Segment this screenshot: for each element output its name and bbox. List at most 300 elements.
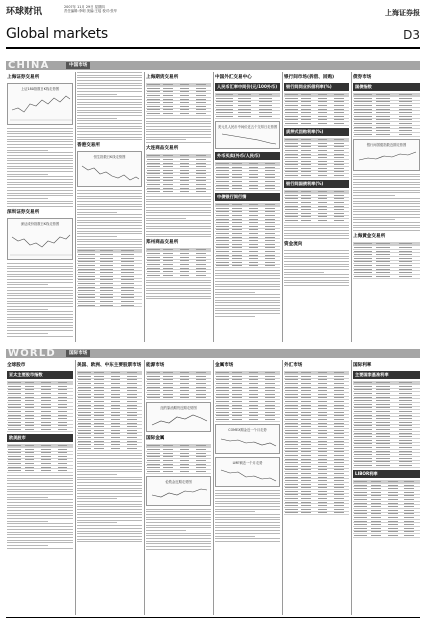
table-cell <box>333 174 349 178</box>
masthead-credits: 责任编辑:李明 美编:王瑶 校对:张华 <box>64 9 118 14</box>
section-heading: 全球股市 <box>7 363 26 368</box>
chart-title: COMEX期金近一个月走势 <box>228 427 267 432</box>
table-cell <box>300 511 316 515</box>
text-line <box>146 137 211 138</box>
article-text <box>146 196 211 237</box>
table-cell <box>195 274 211 278</box>
text-line <box>353 182 420 183</box>
table-cell <box>353 464 375 468</box>
text-line <box>284 256 349 257</box>
text-line <box>215 522 280 523</box>
table-cell <box>24 428 41 432</box>
text-line <box>7 266 73 267</box>
text-line <box>77 236 117 237</box>
text-line <box>7 158 73 159</box>
section-heading: 上海证券交易所 <box>7 75 40 80</box>
table-cell <box>146 190 162 194</box>
text-line <box>146 535 211 536</box>
table-cell <box>353 534 370 538</box>
text-line <box>284 266 349 267</box>
masthead <box>6 4 420 50</box>
text-line <box>353 214 420 215</box>
text-line <box>77 137 142 138</box>
text-line <box>77 453 142 454</box>
text-line <box>146 201 211 202</box>
text-line <box>77 498 117 499</box>
text-line <box>77 506 142 507</box>
world-col-1 <box>7 360 73 615</box>
text-line <box>146 207 211 208</box>
china-col-2 <box>77 72 142 342</box>
section-heading: 债券市场 <box>353 75 372 80</box>
text-line <box>7 279 73 280</box>
text-line <box>7 507 73 508</box>
table-cell <box>77 303 99 307</box>
table-row <box>77 446 142 450</box>
text-line <box>215 498 280 499</box>
text-line <box>284 261 349 262</box>
text-line <box>7 187 73 188</box>
table-row <box>215 187 280 191</box>
text-line <box>215 270 280 271</box>
text-line <box>77 206 142 207</box>
text-line <box>7 155 73 156</box>
text-line <box>7 184 73 185</box>
text-line <box>146 288 211 289</box>
table-cell <box>353 274 375 278</box>
text-line <box>353 184 420 185</box>
text-line <box>146 509 211 510</box>
masthead-rule <box>6 47 420 49</box>
text-line <box>215 273 280 274</box>
text-line <box>77 514 142 515</box>
text-line <box>7 206 73 207</box>
text-line <box>7 284 48 285</box>
data-table <box>284 138 349 178</box>
section-heading: 香港交易所 <box>77 143 100 149</box>
text-line <box>77 88 142 89</box>
text-line <box>146 204 211 205</box>
table-cell <box>99 303 121 307</box>
text-line <box>77 458 142 459</box>
text-line <box>7 301 73 302</box>
text-line <box>77 228 142 229</box>
table-cell <box>333 219 349 223</box>
table-cell <box>375 274 397 278</box>
text-line <box>146 126 211 127</box>
table-cell <box>387 534 404 538</box>
text-line <box>7 271 73 272</box>
text-line <box>77 107 142 108</box>
bond-index-chart <box>353 139 420 171</box>
text-line <box>77 231 142 232</box>
table-cell <box>248 264 264 268</box>
text-line <box>77 239 142 240</box>
text-line <box>7 144 73 145</box>
text-line <box>7 163 73 164</box>
table-cell <box>284 511 300 515</box>
text-line <box>7 150 48 151</box>
text-line <box>77 198 142 199</box>
text-line <box>215 495 280 496</box>
text-line <box>7 542 73 543</box>
table-caption: 国债指数 <box>353 83 420 91</box>
table-row <box>284 122 349 126</box>
line-graphic <box>218 464 279 486</box>
article-text <box>77 72 142 140</box>
text-line <box>7 515 73 516</box>
line-graphic <box>218 431 279 453</box>
text-line <box>77 455 142 456</box>
text-line <box>7 526 73 527</box>
text-line <box>77 120 142 121</box>
text-line <box>7 548 73 549</box>
text-line <box>353 179 420 180</box>
data-table <box>353 93 420 137</box>
china-col-6 <box>353 72 420 342</box>
table-caption: 主要国家基准利率 <box>353 371 420 379</box>
text-line <box>146 530 186 531</box>
text-line <box>77 220 142 221</box>
table-cell <box>162 396 178 400</box>
sse-chart <box>7 83 73 125</box>
section-heading: 国际利率 <box>353 363 372 368</box>
text-line <box>77 99 142 100</box>
text-line <box>215 297 280 298</box>
text-line <box>146 121 211 122</box>
candlestick-graphic <box>80 158 141 186</box>
line-graphic <box>218 128 279 148</box>
section-heading: 深圳证券交易所 <box>7 209 40 215</box>
text-line <box>7 317 73 318</box>
text-line <box>215 305 280 306</box>
text-line <box>77 126 142 127</box>
text-line <box>7 193 73 194</box>
text-line <box>77 531 142 532</box>
text-line <box>146 296 211 297</box>
text-line <box>7 330 73 331</box>
table-cell <box>57 428 74 432</box>
text-line <box>215 316 255 317</box>
text-line <box>146 527 211 528</box>
lme-copper-chart <box>215 457 280 487</box>
china-col-3 <box>146 72 211 342</box>
table-caption: 质押式回购利率(%) <box>284 128 349 136</box>
text-line <box>7 494 73 495</box>
text-line <box>77 474 117 475</box>
text-line <box>77 539 142 540</box>
text-line <box>215 289 280 290</box>
text-line <box>7 311 73 312</box>
data-table <box>146 248 211 277</box>
table-cell <box>7 469 24 473</box>
text-line <box>353 187 420 188</box>
text-line <box>146 220 211 221</box>
text-line <box>146 511 211 512</box>
table-row <box>215 115 280 119</box>
text-line <box>215 511 255 512</box>
data-table <box>353 381 420 468</box>
text-line <box>284 282 349 283</box>
table-cell <box>215 187 231 191</box>
text-line <box>7 333 48 334</box>
data-table <box>7 444 73 473</box>
table-cell <box>231 418 247 422</box>
table-caption: 欧美股市 <box>7 434 73 442</box>
table-caption: LIBOR利率 <box>353 470 420 478</box>
text-line <box>77 247 142 248</box>
section-heading: 郑州商品交易所 <box>146 240 179 246</box>
table-cell <box>398 133 420 137</box>
text-line <box>215 503 280 504</box>
text-line <box>77 493 142 494</box>
table-row <box>146 396 211 400</box>
text-line <box>146 123 211 124</box>
text-line <box>77 233 142 234</box>
text-line <box>77 509 142 510</box>
text-line <box>7 268 73 269</box>
text-line <box>77 112 142 113</box>
world-section-title: WORLD <box>8 348 56 359</box>
table-cell <box>162 274 178 278</box>
article-text <box>215 270 280 317</box>
text-line <box>77 496 142 497</box>
text-line <box>284 272 324 273</box>
text-line <box>77 123 142 124</box>
text-line <box>146 293 211 294</box>
data-table <box>284 93 349 126</box>
table-row <box>146 112 211 116</box>
text-line <box>146 533 211 534</box>
china-col-4 <box>215 72 280 342</box>
text-line <box>77 520 142 521</box>
text-line <box>7 198 48 199</box>
text-line <box>146 215 211 216</box>
text-line <box>215 300 280 301</box>
section-heading: 中国外汇交易中心 <box>215 75 252 80</box>
text-line <box>77 461 142 462</box>
text-line <box>215 302 280 303</box>
table-row <box>284 219 349 223</box>
text-line <box>215 536 255 537</box>
text-line <box>77 217 142 218</box>
text-line <box>7 478 73 479</box>
text-line <box>7 152 73 153</box>
article-text <box>146 509 211 550</box>
chart-title: 纽约原油期货近期走势图 <box>160 406 197 411</box>
text-line <box>215 533 280 534</box>
text-line <box>7 168 73 169</box>
text-line <box>7 303 73 304</box>
section-heading: 资金流向 <box>284 242 303 248</box>
text-line <box>7 502 73 503</box>
text-line <box>7 497 48 498</box>
text-line <box>146 234 211 235</box>
text-line <box>353 219 395 220</box>
table-cell <box>179 112 195 116</box>
text-line <box>146 131 211 132</box>
table-row <box>284 174 349 178</box>
table-cell <box>179 274 195 278</box>
text-line <box>284 238 349 239</box>
article-text <box>353 174 420 231</box>
text-line <box>77 488 142 489</box>
text-line <box>284 225 349 226</box>
text-line <box>353 225 420 226</box>
table-row <box>353 534 420 538</box>
text-line <box>215 538 280 539</box>
table-cell <box>179 469 195 473</box>
text-line <box>77 94 117 95</box>
table-cell <box>284 122 300 126</box>
article-text <box>7 263 73 337</box>
section-heading: 能源市场 <box>146 363 165 368</box>
text-line <box>77 75 142 76</box>
text-line <box>7 274 73 275</box>
data-table <box>215 203 280 268</box>
text-line <box>353 227 420 228</box>
article-text <box>215 490 280 542</box>
text-line <box>284 280 349 281</box>
text-line <box>215 278 280 279</box>
text-line <box>7 263 73 264</box>
text-line <box>215 506 280 507</box>
gold-chart <box>146 476 211 506</box>
data-table <box>215 162 280 191</box>
text-line <box>7 510 73 511</box>
data-table <box>284 371 349 515</box>
chart-title: 恒生指数日K线走势图 <box>93 155 126 160</box>
text-line <box>146 199 211 200</box>
text-line <box>215 517 280 518</box>
text-line <box>146 226 211 227</box>
china-col-5 <box>284 72 349 342</box>
table-row <box>146 274 211 278</box>
text-line <box>146 139 186 140</box>
table-cell <box>317 122 333 126</box>
text-line <box>77 479 142 480</box>
text-line <box>146 129 211 130</box>
text-line <box>7 171 73 172</box>
text-line <box>353 203 420 204</box>
table-cell <box>370 534 387 538</box>
table-cell <box>300 174 316 178</box>
text-line <box>146 298 211 299</box>
text-line <box>77 115 142 116</box>
text-line <box>77 241 142 242</box>
text-line <box>215 281 280 282</box>
text-line <box>77 533 142 534</box>
text-line <box>353 198 420 199</box>
text-line <box>215 514 280 515</box>
text-line <box>7 136 73 137</box>
text-line <box>146 517 211 518</box>
text-line <box>77 504 142 505</box>
table-cell <box>231 187 247 191</box>
data-table <box>284 190 349 223</box>
text-line <box>146 223 211 224</box>
table-cell <box>317 174 333 178</box>
text-line <box>77 469 142 470</box>
text-line <box>7 534 73 535</box>
text-line <box>353 192 420 193</box>
text-line <box>77 222 142 223</box>
page-number: D3 <box>403 28 420 42</box>
masthead-meta <box>64 5 304 14</box>
data-table <box>146 444 211 473</box>
article-text <box>146 280 211 300</box>
table-row <box>7 428 73 432</box>
text-line <box>215 308 280 309</box>
text-line <box>77 501 142 502</box>
text-line <box>146 525 211 526</box>
table-cell <box>264 264 280 268</box>
text-line <box>353 222 420 223</box>
world-section-band <box>6 349 420 358</box>
table-caption: 银行间国债利率(%) <box>284 180 349 188</box>
chart-title: 上证180指数日K线走势图 <box>20 87 60 91</box>
text-line <box>353 195 395 196</box>
text-line <box>146 519 211 520</box>
text-line <box>7 133 73 134</box>
table-cell <box>353 133 375 137</box>
text-line <box>7 182 73 183</box>
text-line <box>7 483 73 484</box>
text-line <box>77 204 142 205</box>
table-cell <box>264 418 280 422</box>
text-line <box>7 282 73 283</box>
data-table <box>353 242 420 278</box>
table-cell <box>195 396 211 400</box>
candlestick-graphic <box>10 225 72 259</box>
text-line <box>77 512 142 513</box>
table-cell <box>162 190 178 194</box>
text-line <box>7 141 73 142</box>
text-line <box>215 493 280 494</box>
section-heading: 国际金属 <box>146 436 165 442</box>
table-cell <box>195 112 211 116</box>
text-line <box>284 233 349 234</box>
text-line <box>146 522 211 523</box>
table-cell <box>195 469 211 473</box>
text-line <box>284 227 349 228</box>
text-line <box>77 104 142 105</box>
text-line <box>215 541 280 542</box>
table-cell <box>215 264 231 268</box>
table-cell <box>248 187 264 191</box>
text-line <box>353 209 420 210</box>
data-table <box>353 480 420 538</box>
article-text <box>77 453 142 543</box>
text-line <box>7 290 73 291</box>
text-line <box>284 277 349 278</box>
table-cell <box>317 219 333 223</box>
table-cell <box>162 469 178 473</box>
table-row <box>146 190 211 194</box>
text-line <box>284 264 349 265</box>
text-line <box>77 214 142 215</box>
text-line <box>353 230 420 231</box>
text-line <box>7 523 73 524</box>
text-line <box>77 102 142 103</box>
world-col-2 <box>77 360 142 615</box>
text-line <box>77 522 117 523</box>
text-line <box>77 139 142 140</box>
text-line <box>7 518 73 519</box>
text-line <box>7 327 73 328</box>
text-line <box>7 139 73 140</box>
section-heading: 金属市场 <box>215 363 234 368</box>
